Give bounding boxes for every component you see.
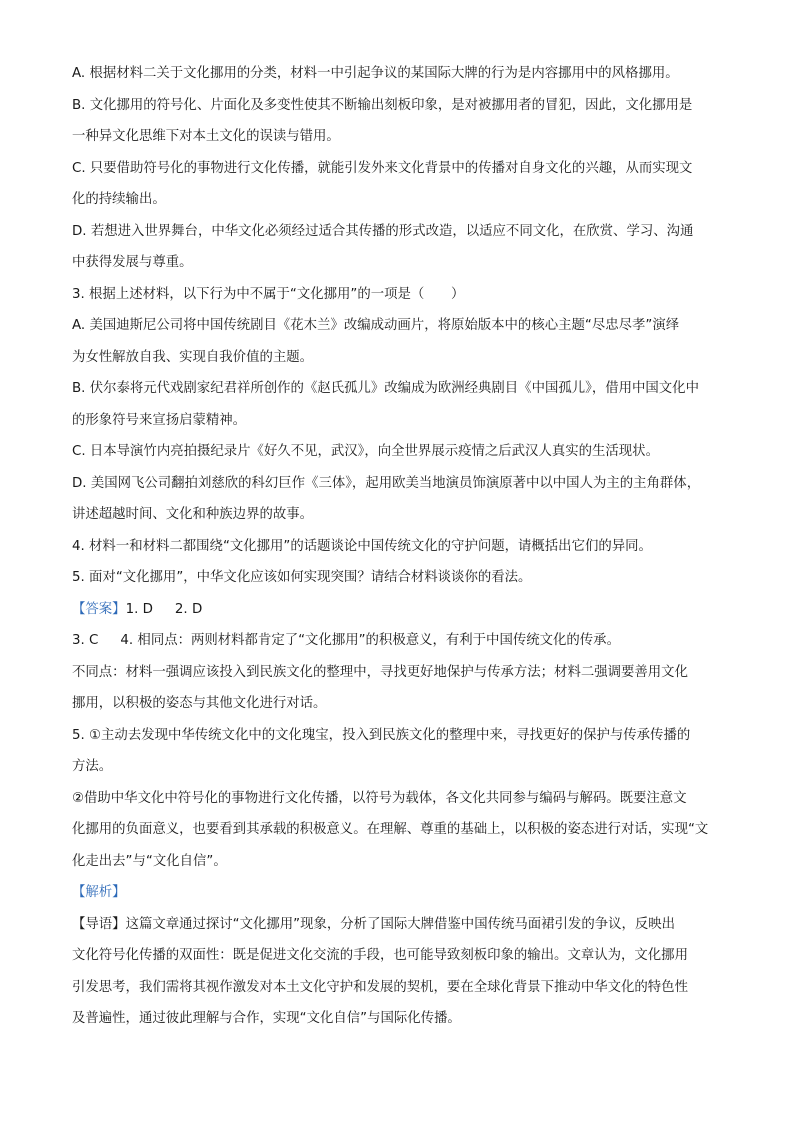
option-b-q3: B. 伏尔泰将元代戏剧家纪君祥所创作的《赵氏孤儿》改编成为欧洲经典剧目《中国孤儿》，借用中国文化中 bbox=[72, 381, 699, 396]
guide-label: 【导语】 bbox=[72, 916, 126, 932]
option-a-q3-cont: 为女性解放自我、实现自我价值的主题。 bbox=[72, 349, 314, 365]
option-b-q2: B. 文化挪用的符号化、片面化及多变性使其不断输出刻板印象，是对被挪用者的冒犯，因此，文化挪用是 bbox=[72, 97, 693, 113]
answer-5-point-2: ②借助中华文化中符号化的事物进行文化传播，以符号为载体，各文化共同参与编码与解码。既要注意文 bbox=[72, 790, 687, 806]
option-a-q3: A. 美国迪斯尼公司将中国传统剧目《花木兰》改编成动画片，将原始版本中的核心主题“尽忠尽孝”演绎 bbox=[72, 318, 680, 333]
answer-3-4-line bbox=[72, 630, 732, 662]
guide-line-4: 及普遍性，通过彼此理解与合作，实现“文化自信”与国际化传播。 bbox=[72, 1011, 461, 1026]
guide-first-line bbox=[72, 914, 732, 946]
analysis-label: 【解析】 bbox=[72, 885, 126, 900]
option-b-q2-cont: 一种异文化思维下对本土文化的误读与错用。 bbox=[72, 129, 340, 144]
option-c-q2-cont: 化的持续输出。 bbox=[72, 192, 166, 207]
option-c-q2: C. 只要借助符号化的事物进行文化传播，就能引发外来文化背景中的传播对自身文化的兴趣，从而实现文 bbox=[72, 160, 693, 176]
answer-5-point-2-end: 化走出去”与“文化自信”。 bbox=[72, 853, 227, 869]
document-page bbox=[72, 63, 732, 1040]
option-b-q3-cont: 的形象符号来宣扬启蒙精神。 bbox=[72, 412, 247, 428]
answer-1: 1. D bbox=[125, 601, 153, 617]
option-a-q2: A. 根据材料二关于文化挪用的分类，材料一中引起争议的某国际大牌的行为是内容挪用中的风格挪用。 bbox=[72, 66, 679, 81]
option-d-q3-cont: 讲述超越时间、文化和种族边界的故事。 bbox=[72, 507, 314, 522]
guide-line-3: 引发思考，我们需将其视作激发对本土文化守护和发展的契机，要在全球化背景下推动中华文化的特色性 bbox=[72, 979, 688, 995]
guide-text: 这篇文章通过探讨“文化挪用”现象，分析了国际大牌借鉴中国传统马面裙引发的争议，反映出 bbox=[125, 916, 676, 932]
answer-5-point-1: 5. ①主动去发现中华传统文化中的文化瑰宝，投入到民族文化的整理中来，寻找更好的保护与传承传播的 bbox=[72, 727, 691, 743]
answer-4-diff-cont: 挪用，以积极的姿态与其他文化进行对话。 bbox=[72, 696, 327, 711]
option-d-q2: D. 若想进入世界舞台，中华文化必须经过适合其传播的形式改造，以适应不同文化，在欣赏、学习、沟通 bbox=[72, 223, 694, 239]
answer-5-point-1-cont: 方法。 bbox=[72, 759, 113, 774]
option-d-q3: D. 美国网飞公司翻拍刘慈欣的科幻巨作《三体》，起用欧美当地演员饰演原著中以中国人为主的主角群体， bbox=[72, 475, 701, 491]
answer-label: 【答案】 bbox=[72, 601, 126, 617]
answer-4-diff: 不同点：材料一强调应该投入到民族文化的整理中，寻找更好地保护与传承方法；材料二强调要善用文化 bbox=[72, 664, 688, 680]
question-4: 4. 材料一和材料二都围绕“文化挪用”的话题谈论中国传统文化的守护问题，请概括出它们的异同。 bbox=[72, 538, 652, 554]
question-5: 5. 面对“文化挪用”，中华文化应该如何实现突围？请结合材料谈谈你的看法。 bbox=[72, 570, 532, 585]
answer-4: 4. 相同点：两则材料都肯定了“文化挪用”的积极意义，有利于中国传统文化的传承。 bbox=[120, 633, 620, 648]
answer-5-point-2-cont: 化挪用的负面意义，也要看到其承载的积极意义。在理解、尊重的基础上，以积极的姿态进行对话，实现“文 bbox=[72, 822, 709, 837]
guide-line-2: 文化符号化传播的双面性：既是促进文化交流的手段，也可能导致刻板印象的输出。文章认为，文化挪用 bbox=[72, 948, 688, 963]
answer-2: 2. D bbox=[174, 601, 203, 617]
answer-3: 3. C bbox=[72, 633, 99, 648]
option-c-q3: C. 日本导演竹内亮拍摄纪录片《好久不见，武汉》，向全世界展示疫情之后武汉人真实的生活现状。 bbox=[72, 444, 659, 459]
option-d-q2-cont: 中获得发展与尊重。 bbox=[72, 255, 193, 270]
answer-line bbox=[72, 599, 732, 631]
question-3: 3. 根据上述材料，以下行为中不属于“文化挪用”的一项是（ ） bbox=[72, 286, 465, 302]
